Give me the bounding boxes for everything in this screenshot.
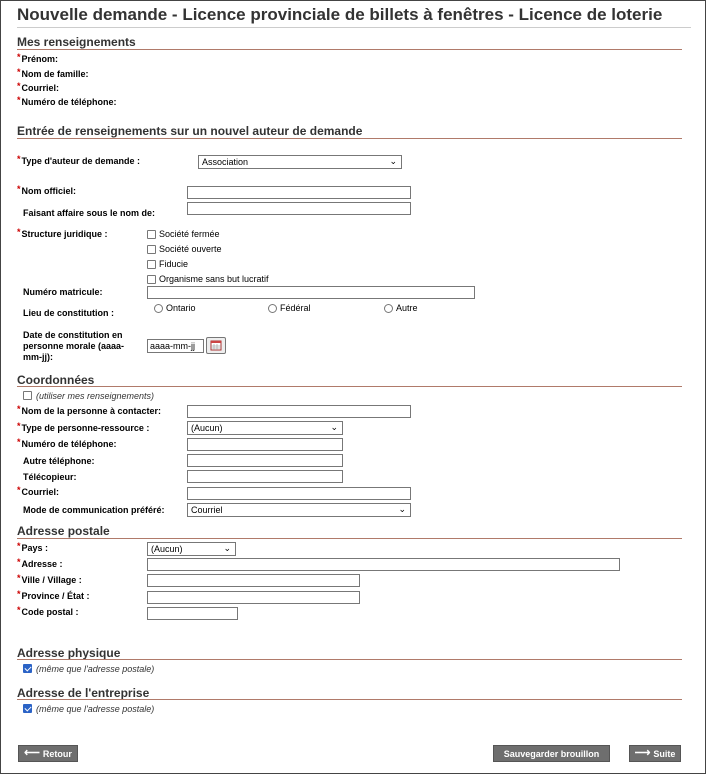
societe-fermee-checkbox[interactable] <box>147 230 156 239</box>
required-marker: * <box>17 227 21 237</box>
section-heading-coordonnees: Coordonnées <box>17 373 95 387</box>
section-divider <box>17 659 682 660</box>
lieu-constitution-label: Lieu de constitution : <box>23 308 114 318</box>
required-marker: * <box>17 557 21 567</box>
autre-radio[interactable] <box>384 304 393 313</box>
chevron-down-icon: ⌄ <box>389 156 397 166</box>
section-divider <box>17 386 682 387</box>
adresse-physique-same-label: (même que l'adresse postale) <box>36 664 155 674</box>
federal-radio[interactable] <box>268 304 277 313</box>
ontario-label: Ontario <box>166 303 196 313</box>
section-heading-adresse-entreprise: Adresse de l'entreprise <box>17 686 150 700</box>
province-input[interactable] <box>147 591 360 604</box>
calendar-icon-graphic <box>207 338 225 353</box>
nom-officiel-label: *Nom officiel: <box>17 184 77 196</box>
required-marker: * <box>17 67 21 77</box>
faisant-affaire-input[interactable] <box>187 202 411 215</box>
required-marker: * <box>17 589 21 599</box>
title-divider <box>17 27 691 28</box>
structure-juridique-label: *Structure juridique : <box>17 227 108 239</box>
ville-label: *Ville / Village : <box>17 573 82 585</box>
adresse-entreprise-checkbox[interactable] <box>23 704 32 713</box>
autre-telephone-label: Autre téléphone: <box>23 456 95 466</box>
date-constitution-input[interactable]: aaaa-mm-jj <box>147 339 204 353</box>
arrow-left-icon: ⟵ <box>24 747 40 759</box>
required-marker: * <box>17 437 21 447</box>
chevron-down-icon: ⌄ <box>223 543 231 553</box>
utiliser-mes-renseignements-label: (utiliser mes renseignements) <box>36 391 155 401</box>
required-marker: * <box>17 95 21 105</box>
ville-input[interactable] <box>147 574 360 587</box>
section-heading-mes-renseignements: Mes renseignements <box>17 35 136 49</box>
type-auteur-select[interactable]: Association ⌄ <box>198 155 402 169</box>
suite-button[interactable]: ⟶ Suite <box>629 745 681 762</box>
coord-courriel-label: *Courriel: <box>17 485 60 497</box>
calendar-icon[interactable] <box>206 337 226 354</box>
federal-label: Fédéral <box>280 303 311 313</box>
pays-select[interactable]: (Aucun) ⌄ <box>147 542 236 556</box>
required-marker: * <box>17 184 21 194</box>
telephone-label: *Numéro de téléphone: <box>17 95 117 107</box>
required-marker: * <box>17 404 21 414</box>
courriel-label: *Courriel: <box>17 81 60 93</box>
section-heading-adresse-physique: Adresse physique <box>17 646 121 660</box>
type-personne-label: *Type de personne-ressource : <box>17 421 150 433</box>
adresse-label: *Adresse : <box>17 557 63 569</box>
autre-label: Autre <box>396 303 418 313</box>
page-title: Nouvelle demande - Licence provinciale de billets à fenêtres - Licence de loterie <box>17 5 663 24</box>
nom-famille-label: *Nom de famille: <box>17 67 89 79</box>
required-marker: * <box>17 81 21 91</box>
autre-telephone-input[interactable] <box>187 454 343 467</box>
required-marker: * <box>17 485 21 495</box>
fiducie-label: Fiducie <box>159 259 189 269</box>
societe-fermee-label: Société fermée <box>159 229 220 239</box>
personne-contacter-label: *Nom de la personne à contacter: <box>17 404 162 416</box>
chevron-down-icon: ⌄ <box>330 422 338 432</box>
telecopieur-input[interactable] <box>187 470 343 483</box>
type-auteur-label: *Type d'auteur de demande : <box>17 154 141 166</box>
code-postal-label: *Code postal : <box>17 605 79 617</box>
date-constitution-label: Date de constitution en personne morale (aaaa-mm-jj): <box>23 330 125 362</box>
prenom-label: *Prénom: <box>17 52 59 64</box>
coord-courriel-input[interactable] <box>187 487 411 500</box>
numero-matricule-label: Numéro matricule: <box>23 287 103 297</box>
mode-communication-label: Mode de communication préféré: <box>23 505 165 515</box>
required-marker: * <box>17 541 21 551</box>
ontario-radio[interactable] <box>154 304 163 313</box>
arrow-right-icon: ⟶ <box>634 747 651 759</box>
utiliser-mes-renseignements-checkbox[interactable] <box>23 391 32 400</box>
required-marker: * <box>17 52 21 62</box>
numero-matricule-input[interactable] <box>147 286 475 299</box>
coord-telephone-input[interactable] <box>187 438 343 451</box>
required-marker: * <box>17 421 21 431</box>
type-personne-select[interactable]: (Aucun) ⌄ <box>187 421 343 435</box>
sauvegarder-brouillon-button[interactable]: Sauvegarder brouillon <box>493 745 610 762</box>
osbl-label: Organisme sans but lucratif <box>159 274 269 284</box>
nom-officiel-input[interactable] <box>187 186 411 199</box>
required-marker: * <box>17 605 21 615</box>
section-divider <box>17 699 682 700</box>
required-marker: * <box>17 573 21 583</box>
section-heading-nouvel-auteur: Entrée de renseignements sur un nouvel auteur de demande <box>17 124 363 138</box>
societe-ouverte-label: Société ouverte <box>159 244 222 254</box>
fiducie-checkbox[interactable] <box>147 260 156 269</box>
section-divider <box>17 138 682 139</box>
adresse-entreprise-same-label: (même que l'adresse postale) <box>36 704 155 714</box>
coord-telephone-label: *Numéro de téléphone: <box>17 437 117 449</box>
section-divider <box>17 49 682 50</box>
province-label: *Province / État : <box>17 589 90 601</box>
telecopieur-label: Télécopieur: <box>23 472 77 482</box>
adresse-physique-checkbox[interactable] <box>23 664 32 673</box>
retour-button[interactable]: ⟵ Retour <box>18 745 78 762</box>
section-heading-adresse-postale: Adresse postale <box>17 524 110 538</box>
section-divider <box>17 538 682 539</box>
chevron-down-icon: ⌄ <box>398 504 406 514</box>
mode-communication-select[interactable]: Courriel ⌄ <box>187 503 411 517</box>
societe-ouverte-checkbox[interactable] <box>147 245 156 254</box>
adresse-input[interactable] <box>147 558 620 571</box>
required-marker: * <box>17 154 21 164</box>
faisant-affaire-label: Faisant affaire sous le nom de: <box>23 208 156 218</box>
pays-label: *Pays : <box>17 541 49 553</box>
code-postal-input[interactable] <box>147 607 238 620</box>
osbl-checkbox[interactable] <box>147 275 156 284</box>
personne-contacter-input[interactable] <box>187 405 411 418</box>
